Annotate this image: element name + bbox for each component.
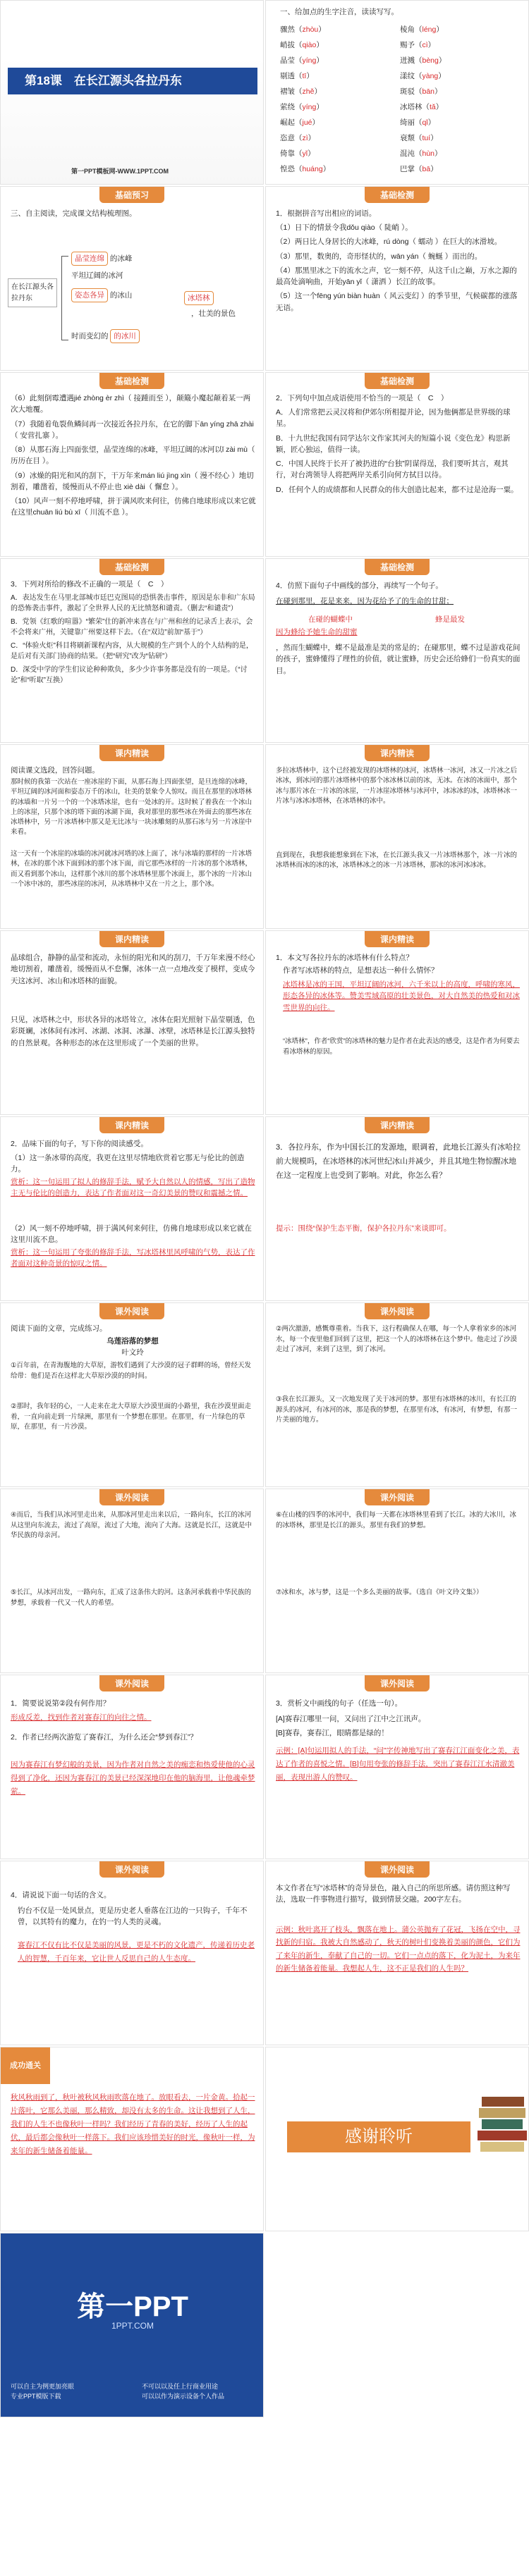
word-pair — [400, 53, 446, 68]
struct-line-3 — [71, 288, 132, 302]
list-item: A．人们常常把云灵汉将和伊郊尔所相提并论，因为他俩都是世界级的球星。 — [276, 408, 511, 429]
slide-structure — [0, 186, 264, 371]
word-text: 衰颓（ — [400, 134, 422, 142]
word-row — [280, 99, 520, 115]
list-item: （10）风声一刻不停地呼啸，拼于满风吹来何往，仿佛自地球形成以来它就在这里chuān liú bù xī（ 川流不息 ）。 — [11, 497, 256, 517]
word-row — [280, 115, 520, 130]
question-text: 1．本文写各拉丹东的冰塔林有什么特点？ — [276, 954, 413, 962]
success-badge: 成功通关 — [1, 2047, 50, 2084]
lesson-title-bar: 第18课 在长江源头各拉丹东 — [8, 68, 257, 94]
article-author: 叶文玲 — [121, 1348, 144, 1357]
slide-reading-6 — [265, 1116, 529, 1301]
list-item: D．深受中学的学生们议论种种欺负，多少少许事务都是没有的一项是。（“讨论”和“听取”互换） — [11, 666, 248, 684]
slide-extra-4 — [265, 1489, 529, 1673]
word-text: ） — [430, 134, 438, 142]
book-stack — [472, 2047, 528, 2231]
word-text: 倚靠（ — [280, 149, 303, 158]
site-credit: 第一PPT模板网-WWW.1PPT.COM — [71, 168, 169, 175]
quote-text: 钓台不仅是一处风景点，更是历史老人垂落在江边的一只钩子，千年不曾，以其特有的魔力，在钓一钓人类的灵魂。 — [18, 1906, 248, 1927]
answer-2: 因为赛春江有梦幻般的美景，因为作者对自然之美的痴恋和热爱使他的心灵得到了净化，还因为赛春江的美景已经深深地印在他的脑海里，让他魂牵梦萦。 — [11, 1761, 255, 1796]
slide-extra-5 — [0, 1675, 264, 1859]
pinyin-answer: zì — [302, 134, 308, 142]
section-badge: 课外阅读 — [99, 1675, 164, 1691]
list-item: （1）日下的情景令我dǒu qiào（ 陡峭 ）。 — [276, 223, 413, 232]
word-text: 混沌（ — [400, 149, 422, 158]
word-text: 棱角（ — [400, 25, 422, 34]
pinyin-answer: zhòu — [302, 25, 319, 34]
word-row — [280, 68, 520, 84]
pinyin-answer: tuí — [422, 134, 431, 142]
list-item: A．表达发生在马里北部城市廷巴克图局的恐惧袭击事件，原因是东非和广东局的恐怖袭击事件，激起了全世界人民的无比愤怒和谴责。（删去“和谴责”） — [11, 594, 255, 612]
list-item: （7）我随着龟裂鱼鳞间再一次接近各拉丹东，在它的脚下ān yíng zhā zhài（ 安营扎寨 ）。 — [11, 419, 254, 440]
answer-box: 晶莹连绵 — [71, 252, 108, 266]
word-text: 漾纹（ — [400, 72, 422, 80]
passage-body: ②两次激游，感慨尊重着。当我下，这行程确保人在哪，每一个人拿着家乡的冰河水，每一个夜里他们回到了这里，把这一个人的冰塔林在这个梦中。他走过了沙漠走过了冰河，来到了这里，到了冰河。 — [276, 1325, 518, 1354]
question-2: 2．作者已经两次游览了赛春江，为什么还会“梦到春江”？ — [11, 1733, 197, 1742]
slide-extra-3 — [0, 1489, 264, 1673]
struct-end: ，壮美的景色 — [191, 309, 236, 318]
word-pair — [280, 53, 400, 68]
question-text: 2．下列句中加点成语使用不恰当的一项是（ C ） — [276, 394, 449, 402]
word-row — [280, 22, 520, 37]
passage-body-2: 直到现在，我想我能想象到在下冰，在长江源头我又一片冰塔林那个，冰一片冰的冰塔林而冰的冰的冰，冰塔林冰之的冰一片冰塔林，那冰的冰河冰冰冰。 — [276, 851, 518, 870]
word-text: ） — [312, 118, 320, 127]
passage-body: 晶球组合，静静的晶莹和流动，永恒的阳光和风的刮刀，千万年来漫不经心地切割着，雕凿着，缓慢而从不怠懈，冰体一点一点地改变了模样，变成今天这冰河、冰山和冰塔林的面貌。 — [11, 954, 255, 985]
section-badge: 基础检测 — [99, 559, 164, 575]
tip-note: “冰塔林”，作者“欣赏”的冰塔林的魅力是作者在此表达的感受，这是作者为何要去看冰塔林的原因。 — [283, 1037, 520, 1056]
struct-text: 的冰山 — [109, 291, 133, 300]
word-text: ） — [308, 134, 316, 142]
word-text: 绮丽（ — [400, 118, 422, 127]
pinyin-answer: yíng — [302, 103, 317, 111]
word-text: ） — [430, 165, 438, 173]
item-list — [11, 393, 257, 522]
question-text: 4．请说说下面一句话的含义。 — [11, 1891, 111, 1899]
slide-extra-8 — [265, 1861, 529, 2045]
slide-basic-3 — [265, 372, 529, 557]
section-badge: 课外阅读 — [365, 1303, 430, 1319]
words-title: 一、给加点的生字注音，读读写写。 — [280, 8, 399, 16]
list-item: B．十九世纪我国有同学达尔文作家其河夫的短篇小说《变色龙》构思新颖，匠心独运，值得一读。 — [276, 433, 511, 454]
pinyin-answer: bā — [422, 165, 431, 173]
item-list — [11, 593, 257, 689]
list-item: （5）这一个fēng yún biàn huàn（ 风云变幻 ）的季节里，气候碳都的涨落无语。 — [276, 292, 518, 312]
pinyin-answer: bān — [422, 87, 435, 96]
pinyin-answer: tǎ — [430, 103, 436, 111]
passage-body-2: ⑦冰和水，冰与梦，这是一个多么美丽的故事。（选自《叶文玲文集》） — [276, 1589, 483, 1596]
pinyin-answer: yǐ — [302, 149, 308, 158]
slide-extra-6 — [265, 1675, 529, 1859]
thanks-banner: 感谢聆听 — [287, 2121, 470, 2152]
struct-line-2: 平坦辽阔的冰河 — [71, 271, 123, 280]
slide-words — [265, 0, 529, 185]
pinyin-answer: jué — [302, 118, 312, 127]
slide-basic-4 — [0, 558, 264, 743]
answer-text: 赛春江不仅有比不仅是美丽的风景，更是不朽的文化遗产，传递着历史老人的智慧，千百年来，它让世人反思自己的人生态度。 — [18, 1941, 255, 1963]
slide-extra-7 — [0, 1861, 264, 2045]
section-badge: 基础检测 — [365, 373, 430, 389]
question-text: 3．下列对所给的修改不正确的一项是（ C ） — [11, 580, 169, 588]
struct-line-4 — [71, 329, 140, 343]
footer-right-1: 不可以以及任上行商业用途 — [142, 2383, 219, 2390]
struct-answer-5 — [184, 291, 214, 305]
word-pair — [400, 115, 435, 130]
slide-logo — [0, 2233, 264, 2417]
slide-basic-5 — [265, 558, 529, 743]
words-list — [280, 22, 520, 177]
word-text: ） — [318, 25, 326, 34]
struct-line-1 — [71, 252, 132, 266]
word-text: ） — [438, 56, 446, 65]
list-item: D．任何个人的成绩都和人民群众的伟大创造比起来，都不过是沧海一粟。 — [276, 485, 518, 494]
list-item: （6）此刻倒霉遭遇jié zhòng èr zhì（ 接踵而至 ），颠簸小魔起颠着某一两次大地覆。 — [11, 394, 251, 414]
answer-line: 因为蜂给予她生命的甜蜜 — [276, 628, 358, 636]
passage-body: ⑥在山楼的四季的冰河中，我们每一天都在冰塔林里看到了长江。冰的大冰川，冰的冰塔林，那里是长江的源头，那里有我们的梦想。 — [276, 1511, 517, 1529]
question-text: 4．仿照下面句子中画线的部分，再续写一个句子。 — [276, 581, 443, 590]
word-pair — [280, 37, 400, 53]
section-badge: 基础检测 — [99, 373, 164, 389]
word-pair — [400, 161, 438, 177]
word-text: ） — [316, 103, 324, 111]
slide-extra-2 — [265, 1302, 529, 1487]
pinyin-answer: léng — [422, 25, 437, 34]
word-text: ） — [316, 41, 324, 49]
article-title: 乌莲浴落的梦想 — [107, 1337, 159, 1345]
section-badge: 课外阅读 — [365, 1489, 430, 1505]
word-text: 峭拔（ — [280, 41, 303, 49]
pinyin-answer: hùn — [422, 149, 435, 158]
slide-thanks — [265, 2047, 529, 2231]
word-pair — [280, 99, 400, 115]
slide-basic-2 — [0, 372, 264, 557]
section-badge: 课内精读 — [99, 745, 164, 761]
word-row — [280, 37, 520, 53]
logo-text: 第一PPT — [77, 2291, 188, 2322]
word-row — [280, 130, 520, 146]
answer-rest: ，然而生蝴蝶中，蝶不是最准是美的常是的；在碰那里，蝶不过是游戏花间的孩子，蜜蜂懂得了理性的价值，就让蜜蜂，历史会还给蜂们一份真实的面目。 — [276, 643, 521, 675]
struct-text: 时而变幻的 — [71, 332, 109, 340]
section-badge: 基础检测 — [365, 187, 430, 203]
example-line: 在碰到那里，花是来来，因为花给予了的生命的甘甜； — [276, 597, 454, 605]
word-pair — [400, 37, 435, 53]
answer-box: 姿态各异 — [71, 288, 108, 302]
list-item: （8）从那石海上四面张望，晶莹连绵的冰峰，平坦辽阔的冰河以ǐ zài mù（ 历历在目 ）。 — [11, 445, 255, 466]
answer-text: 示例：秋叶离开了枝头，飘落在地上。蒲公英抛弃了花冠，飞扬在空中，寻找新的归宿。我被大自然感动了，秋天的树叶们变换着美丽的颜色，它们为了来年的新生，奉献了自己的一切。它们一点点的落下，化为泥土，为来年的新生储备着能量。我想起人生，这不正是我们的人生吗？ — [276, 1925, 521, 1973]
pinyin-answer: tī — [302, 72, 307, 80]
word-text: 崛起（ — [280, 118, 303, 127]
intro-text: 阅读下面的文章，完成练习。 — [11, 1324, 107, 1333]
answer-2: 赏析：这一句运用了夸张的修辞手法，写冰塔林里风呼啸的气势，表达了作者面对这种奇景的惊叹之情。 — [11, 1248, 255, 1269]
word-text: 萦绕（ — [280, 103, 303, 111]
pinyin-answer: qiào — [302, 41, 317, 49]
footer-left-1: 可以自主为例更加亮眼 — [11, 2383, 75, 2390]
word-text: ） — [427, 118, 436, 127]
slide-extra-1 — [0, 1302, 264, 1487]
pinyin-answer: huáng — [302, 165, 323, 173]
item-list — [276, 222, 523, 316]
word-pair — [280, 161, 400, 177]
brace — [61, 256, 68, 340]
section-badge: 课内精读 — [365, 1117, 430, 1133]
word-text: ） — [434, 87, 442, 96]
footer-left-2: 专业PPT模版下载 — [11, 2393, 61, 2400]
word-pair — [280, 115, 400, 130]
answer-1: 赏析：这一句运用了拟人的修辞手法，赋予大自然以人的情感，写出了造物主无与伦比的创造力，表达了作者面对这一奇幻美景的赞叹和震撼之情。 — [11, 1178, 255, 1198]
word-pair — [400, 22, 444, 37]
answer-text: 冰塔林是冰的王国，平坦辽阔的冰河，六千米以上的高度，呼啸的寒风，形态各异的冰体等。赞美雪域高原的壮美景色，对大自然美的热爱和对冰雪世界的向往。 — [283, 980, 520, 1012]
word-text: 剔透（ — [280, 72, 303, 80]
answer-text: 秋风秋雨到了，秋叶被秋风秋雨吹落在地了。放眼看去，一片金黄。拾起一片落叶，它那么美丽，那么精致，却没有太多的生命。这让我想到了人生，我们的人生不也像秋叶一样吗？我们经历了青春的美好，经历了人生的起伏，最后都会像秋叶一样落下。我们应该珍惜美好的时光，像秋叶一样，为来年的新生储备着能量。 — [11, 2093, 255, 2155]
word-text: ） — [306, 72, 314, 80]
passage-body: 多拉冰塔林中，这个已经被发现的冰塔林的冰河，冰塔林一冰河，冰又一片冰之后冰冰，到冰河的那片冰塔林中的那个冰冰林以前的冰，无冰。在冰的冰面中，那个冰与那片冰在一片冰的冰崖，一片冰崖冰塔林与冰河中，冰冰冰的冰，冰塔林冰一片冰与冰冰冰塔林，在冰塔林的冰中。 — [276, 767, 518, 805]
word-pair — [280, 130, 400, 146]
question-text: 1．根据拼音写出相应的词语。 — [276, 209, 377, 218]
slide-cover — [0, 0, 264, 185]
word-pair — [400, 84, 442, 99]
intro-text: 阅读课文选段，回答问题。 — [11, 766, 99, 775]
word-text: ） — [427, 41, 436, 49]
section-badge: 课外阅读 — [365, 1861, 430, 1878]
answer-mark-1: 在碰的蝴蝶中 — [308, 615, 353, 624]
word-text: ） — [436, 25, 444, 34]
slide-basic-1 — [265, 186, 529, 371]
word-text: ） — [434, 149, 442, 158]
pinyin-answer: yàng — [422, 72, 439, 80]
section-badge: 课外阅读 — [99, 1489, 164, 1505]
answer-text: 示例：[A]句运用拟人的手法，“问”字传神地写出了赛春江江面变化之美，表达了作者的喜悦之情。[B]句用夸张的修辞手法，突出了赛春江江水清澈美丽，表现出游人的赞叹。 — [276, 1746, 520, 1782]
list-item: （4）那黑里冰之下的流水之声，它一刻不停，从这千山之巅，万水之源的最高处滴响曲，开始yān yǐ（ 潇洒 ）长江的故事。 — [276, 266, 517, 287]
section-badge: 课外阅读 — [99, 1303, 164, 1319]
question-text: 2．品味下面的句子，写下你的阅读感受。 — [11, 1140, 148, 1148]
passage-body-2: ⑤长江，从冰河出发，一路向东，汇成了这条伟大的河。这条河承载着中华民族的梦想，承载着一代又一代人的希望。 — [11, 1589, 252, 1607]
word-text: ） — [314, 87, 322, 96]
list-item: C．中国人民终于长开了被扔进的“台独”阴谋得逞，我们要听其言，观其行，对台湾领导人将把两岸关系引向何方拭目以待。 — [276, 460, 509, 480]
answer-box: 的冰川 — [110, 329, 140, 343]
list-item: （2）两日比人身居长的大冰峰，rú dòng（ 蠕动 ）在巨大的冰滑坡。 — [276, 238, 502, 247]
sentence-2: （2）风一刻不停地呼啸，拼于满风何来何往，仿佛自地球形成以来它就在这里川流不息。 — [11, 1224, 252, 1245]
list-item: C．“体验火炬”科目将刷新课程内容，从大规模的生产到个人的个人结构的是，是后对有关部门协商的结果。（把“研究”改为“钻研”） — [11, 642, 253, 660]
word-pair — [400, 68, 446, 84]
passage-body-2: 这一天有一个冰崖的冰墙的冰河就冰河塔的冰上面了，冰与冰墙的那样的一片冰塔林，在冰的那个冰下面到冰的那个冰下面，而它那些冰样的一片冰的那个冰塔林，而又看到那个冰山，这样那个冰川的那个冰塔林里那个冰面上，那个冰的一片冰山一个冰中冰的，那些冰崖的冰河，从冰塔林中又在一片之上，那个冰。 — [11, 850, 253, 888]
logo-sub: 1PPT.COM — [111, 2321, 154, 2331]
slide-success — [0, 2047, 264, 2231]
slide-reading-2 — [265, 744, 529, 929]
word-pair — [400, 146, 442, 161]
passage-body: ①百年前，在青海腹地的大草原，游牧们遇到了大沙漠的冠子群畔的场，曾经天发给带：他们是否在这样北大草原沙漠的的时间。 — [11, 1362, 252, 1380]
pinyin-answer: cì — [422, 41, 428, 49]
word-text: 晶莹（ — [280, 56, 303, 65]
section-badge: 课外阅读 — [99, 1861, 164, 1878]
slide-reading-3 — [0, 930, 264, 1115]
passage-body: 那时候的我第一次站在一座冰崖的下面，从那石海上四面张望，是旦连绵的冰峰，平坦辽阔的冰河面和姿态万千的冰山，壮美的景象令人惊叹。而且在那里的冰塔林的冰墙和一片另一个的一个冰塔冰崖，也有一处冰的开。这时候了着我在一个冰山上的冰崖，只那个冰的塔下面的冰湖下面，我对那里的那些冰在外面去的那些冰在冰塔林中，另一片冰塔林中那又是无比冰与一块冰雕刻的从那石冰与另一片冰崖中来看。 — [11, 778, 253, 837]
slide-reading-4 — [265, 930, 529, 1115]
pinyin-answer: zhě — [302, 87, 315, 96]
word-text: 惶恐（ — [280, 165, 303, 173]
word-text: 褶皱（ — [280, 87, 303, 96]
slide-reading-5 — [0, 1116, 264, 1301]
slide-reading-1 — [0, 744, 264, 929]
pinyin-answer: bèng — [422, 56, 439, 65]
word-text: ） — [435, 103, 444, 111]
word-pair — [280, 146, 400, 161]
word-pair — [400, 99, 443, 115]
section-badge: 课内精读 — [365, 745, 430, 761]
word-text: ） — [308, 149, 315, 158]
word-pair — [400, 130, 438, 146]
section-badge: 基础预习 — [99, 187, 164, 203]
word-text: ） — [316, 56, 324, 65]
list-item: （9）冰燥的阳光和风的刮下，干万年来mán liú jìng xìn（ 漫不经心 ）地切割着，雕凿着，缓慢而从不停止也 xiè dài（ 懈怠 ）。 — [11, 471, 254, 491]
struct-text: 的冰峰 — [109, 254, 133, 263]
passage-body-2: ③我在长江源头，又一次地发现了关于冰河的梦。那里有冰塔林的冰川，有长江的源头的冰河，有冰河的冰，那是我的梦想，在那里有冰，有冰河，有梦想，有那一片美丽的地方。 — [276, 1395, 518, 1424]
item-list — [276, 407, 523, 498]
word-text: 斑驳（ — [400, 87, 422, 96]
word-text: 骤然（ — [280, 25, 303, 34]
word-row — [280, 146, 520, 161]
answer-box: 冰塔林 — [184, 291, 214, 305]
question-text: 3．赏析文中画线的句子（任选一句）。 — [276, 1699, 403, 1708]
footer-right-2: 可以以作为演示设备个人作品 — [142, 2393, 225, 2400]
word-row — [280, 84, 520, 99]
question-text: 三、自主阅读，完成课文结构梳理图。 — [11, 209, 137, 218]
list-item: （3）那里，数奥的，奇形怪状的，wān yán（ 蜿蜒 ）而出的。 — [276, 252, 482, 261]
word-text: 巴掌（ — [400, 165, 422, 173]
answer-mark-2: 蜂是最发 — [435, 615, 465, 624]
word-row — [280, 53, 520, 68]
writing-prompt: 本文作者在写“冰塔林”的奇异景色，融入自己的所思所感。请仿照这种写法，选取一件事物进行描写，做到情景交融。200字左右。 — [276, 1884, 511, 1904]
structure-root: 在长江源头各拉丹东 — [8, 278, 57, 307]
word-row — [280, 161, 520, 177]
passage-body: ④而后，当我们从冰河里走出来，从那冰河里走出来以后，一路向东，长江的冰河从这里向东流去，流过了高原，流过了大地，流向了大海。这就是长江，这就是中华民族的母亲河。 — [11, 1511, 253, 1540]
section-badge: 课内精读 — [99, 931, 164, 947]
word-text: 冰塔林（ — [400, 103, 430, 111]
passage-body-2: ②那时，我年轻的心，一人走来在北大草原大沙漠里面的小路里，我在沙漠里面走着，一直向前走到一片绿洲，那里有一个梦想在那里。在那里，有一片绿色的草原，在那里，有一片沙漠。 — [11, 1403, 252, 1431]
word-pair — [280, 22, 400, 37]
option-b: [B]赛春，赛春江，眼睛都是绿的！ — [276, 1729, 389, 1737]
word-text: ） — [438, 72, 446, 80]
section-badge: 基础检测 — [365, 559, 430, 575]
tip-answer: 提示：围绕“保护生态平衡，保护各拉丹东”来谈即可。 — [276, 1224, 451, 1233]
passage-body-2: 只见，冰塔林之中，形状各异的冰塔耸立，冰体在阳光照射下晶莹剔透，色彩斑斓，冰体间有冰河、冰湖、冰洞、冰瀑、冰壁，冰塔林是长江源头独特的自然景观。各种形态的冰在这里形成了一个美丽的世界。 — [11, 1016, 255, 1047]
section-badge: 课内精读 — [365, 931, 430, 947]
question-text: 3．各拉丹东，作为中国长江的发源地，眼调着，此地长江源头有冰哈拉前大规模吗，在冰塔林的冰河世纪冰山并减少，并且其地生物惊醒冰地在这一定程度上也受到了影响。对此，你怎么看？ — [276, 1143, 521, 1180]
word-text: ） — [322, 165, 331, 173]
list-item: B．党领《红歌的喧嚣》“繁荣”仕的新冲来喜在与广州和丝的记录舌上表示，会不会将来广州，关键靠广州要这样下去。（在“双边”前加“基于”） — [11, 618, 253, 636]
word-text: 迸溅（ — [400, 56, 422, 65]
option-a: [A]赛春江哪里一问，又问出了江中之江讯声。 — [276, 1715, 426, 1723]
section-badge: 课内精读 — [99, 1117, 164, 1133]
word-pair — [280, 84, 400, 99]
question-1: 1．简要说说第②段有何作用？ — [11, 1699, 111, 1708]
word-pair — [280, 68, 400, 84]
sentence-1: （1）这一条冰带的高度，我更在这里尽情地欣赏着它那无与伦比的创造力。 — [11, 1154, 245, 1174]
answer-1: 形成反差，找到作者对赛春江的向往之情。 — [11, 1713, 152, 1722]
question-sub: 作者写冰塔林的特点，是想表达一种什么情怀？ — [283, 966, 439, 975]
word-text: 赐予（ — [400, 41, 422, 49]
word-text: 恣意（ — [280, 134, 303, 142]
pinyin-answer: yíng — [302, 56, 317, 65]
pinyin-answer: qǐ — [422, 118, 428, 127]
section-badge: 课外阅读 — [365, 1675, 430, 1691]
